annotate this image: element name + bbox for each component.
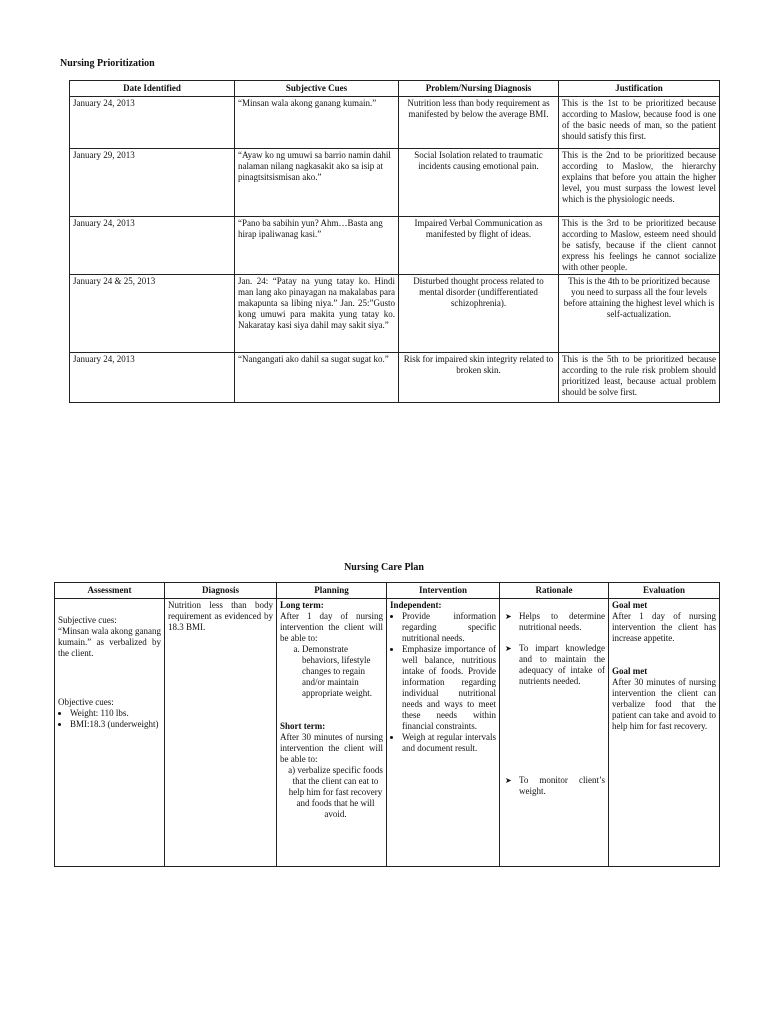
justification-cell: This is the 2nd to be prioritized because according to Maslow, the hierarchy explains that before you attain the higher level, you must surpass the lowest level which is the physiologic needs.: [559, 149, 720, 217]
assessment-cell: [55, 599, 165, 867]
diagnosis-cell: Nutrition less than body requirement as evidenced by 18.3 BMI.: [165, 599, 277, 867]
date-cell: January 24, 2013: [70, 217, 235, 275]
date-cell: January 24 & 25, 2013: [70, 275, 235, 353]
goal-met-label: Goal met: [612, 600, 648, 610]
objective-label: Objective cues:: [58, 697, 114, 707]
list-item: • Weight: 110 lbs.: [70, 708, 161, 719]
list-item: • Emphasize importance of well balance, nutritious intake of foods. Provide information regarding individual nutritional needs and ways to meet these needs within financial constraints.: [402, 644, 496, 732]
diagnosis-cell: Nutrition less than body requirement as manifested by below the average BMI.: [399, 97, 559, 149]
header-intervention: Intervention: [387, 583, 500, 599]
list-item: • Provide information regarding specific nutritional needs.: [402, 611, 496, 644]
careplan-header-row: [55, 583, 720, 599]
list-item: ➤ Helps to determine nutritional needs.: [515, 611, 605, 633]
prioritization-table: [69, 80, 720, 403]
date-cell: January 24, 2013: [70, 97, 235, 149]
list-item: ➤ To monitor client’s weight.: [515, 775, 605, 797]
prioritization-header-row: [70, 81, 720, 97]
subjective-text: “Minsan wala akong ganang kumain.” as verbalized by the client.: [58, 626, 161, 658]
independent-label: Independent:: [390, 600, 442, 610]
table-row: [70, 353, 720, 403]
cues-cell: “Minsan wala akong ganang kumain.”: [235, 97, 399, 149]
goal-met-label: Goal met: [612, 666, 648, 676]
list-item: a. Demonstrate behaviors, lifestyle changes to regain and/or maintain appropriate weight.: [302, 644, 383, 699]
careplan-table: [54, 582, 720, 867]
cues-cell: Jan. 24: “Patay na yung tatay ko. Hindi man lang ako pinayagan na makalabas para makapunta sa libing niya.” Jan. 25:”Gusto kong umuwi para makita yung tatay ko. Nakaratay kasi siya dahil may sakit siya.”: [235, 275, 399, 353]
rationale-cell: [500, 599, 609, 867]
intervention-cell: [387, 599, 500, 867]
header-subjective-cues: Subjective Cues: [235, 81, 399, 97]
justification-cell: This is the 1st to be prioritized because according to Maslow, because food is one of the basic needs of man, so the patient should satisfy this first.: [559, 97, 720, 149]
header-planning: Planning: [277, 583, 387, 599]
diagnosis-cell: Impaired Verbal Communication as manifested by flight of ideas.: [399, 217, 559, 275]
justification-cell: This is the 5th to be prioritized because according to the rule risk problem should prioritized least, because actual problem should be solve first.: [559, 353, 720, 403]
header-diagnosis: Diagnosis: [165, 583, 277, 599]
rationale-list: [503, 611, 605, 797]
cues-cell: “Pano ba sabihin yun? Ahm…Basta ang hirap ipaliwanag kasi.”: [235, 217, 399, 275]
justification-cell: This is the 3rd to be prioritized because according to Maslow, esteem need should be satisfy, because if the client cannot express his feelings he cannot socialize with other people.: [559, 217, 720, 275]
header-diagnosis: Problem/Nursing Diagnosis: [399, 81, 559, 97]
date-cell: January 24, 2013: [70, 353, 235, 403]
header-evaluation: Evaluation: [609, 583, 720, 599]
planning-cell: [277, 599, 387, 867]
list-item: ➤ To impart knowledge and to maintain the adequacy of intake of nutrients needed.: [515, 643, 605, 687]
short-term-text: After 30 minutes of nursing intervention the client will be able to:: [280, 732, 383, 764]
objective-list: [58, 708, 161, 730]
short-term-label: Short term:: [280, 721, 326, 731]
prioritization-title: Nursing Prioritization: [60, 58, 155, 69]
table-row: [70, 275, 720, 353]
careplan-row: [55, 599, 720, 867]
header-justification: Justification: [559, 81, 720, 97]
list-item: • BMI:18.3 (underweight): [70, 719, 161, 730]
intervention-list: [390, 611, 496, 754]
subjective-label: Subjective cues:: [58, 615, 117, 625]
goal-met-text: After 30 minutes of nursing intervention the client can verbalize food that the patient can take and avoid to help him for fast recovery.: [612, 677, 716, 731]
table-row: [70, 97, 720, 149]
goal-met-text: After 1 day of nursing intervention the client has increase appetite.: [612, 611, 716, 643]
diagnosis-cell: Risk for impaired skin integrity related to broken skin.: [399, 353, 559, 403]
table-row: [70, 217, 720, 275]
header-date: Date Identified: [70, 81, 235, 97]
diagnosis-cell: Disturbed thought process related to mental disorder (undifferentiated schizophrenia).: [399, 275, 559, 353]
header-rationale: Rationale: [500, 583, 609, 599]
diagnosis-cell: Social Isolation related to traumatic incidents causing emotional pain.: [399, 149, 559, 217]
evaluation-cell: [609, 599, 720, 867]
long-term-label: Long term:: [280, 600, 324, 610]
long-term-text: After 1 day of nursing intervention the client will be able to:: [280, 611, 383, 643]
table-row: [70, 149, 720, 217]
justification-cell: This is the 4th to be prioritized because you need to surpass all the four levels before attaining the highest level which is self-actualization.: [559, 275, 720, 353]
short-term-item: a) verbalize specific foods that the client can eat to help him for fast recovery and foods that he will avoid.: [288, 765, 383, 819]
date-cell: January 29, 2013: [70, 149, 235, 217]
header-assessment: Assessment: [55, 583, 165, 599]
cues-cell: “Nangangati ako dahil sa sugat sugat ko.”: [235, 353, 399, 403]
long-term-list: [280, 644, 383, 699]
careplan-title: Nursing Care Plan: [344, 562, 424, 573]
cues-cell: “Ayaw ko ng umuwi sa barrio namin dahil nalaman nilang nagkasakit ako sa isip at pinagtsitsismisan ako.”: [235, 149, 399, 217]
list-item: • Weigh at regular intervals and document result.: [402, 732, 496, 754]
